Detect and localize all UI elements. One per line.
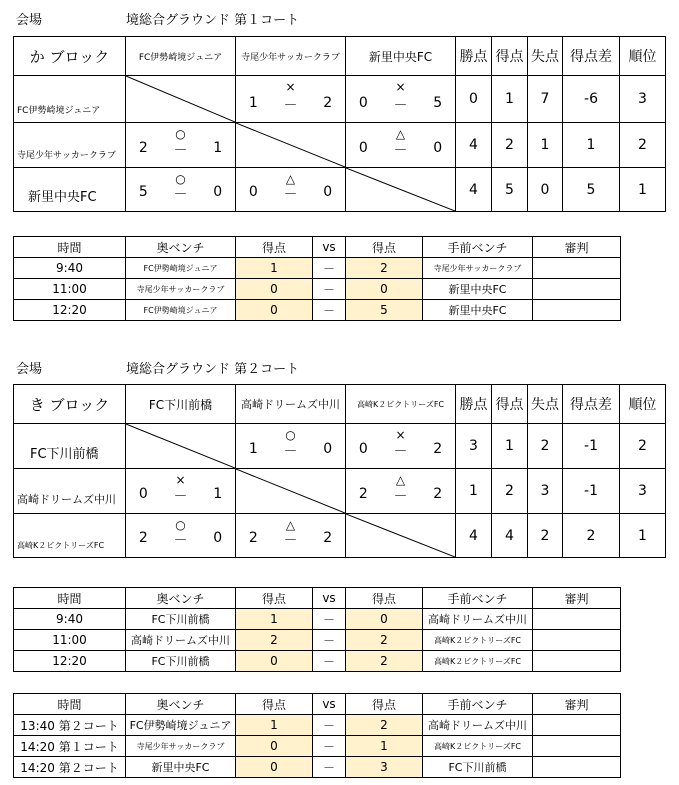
- score-sep: －: [173, 533, 188, 549]
- stat-header: 失点: [528, 37, 563, 76]
- vs-sep: －: [313, 715, 346, 736]
- header-referee: 審判: [533, 694, 621, 715]
- vs-sep: －: [313, 258, 346, 279]
- match-result-cell: [346, 123, 456, 168]
- score-against: 2: [323, 530, 333, 546]
- venue-name: 境総合グラウンド 第２コート: [126, 362, 300, 377]
- score-for: 0: [248, 184, 258, 200]
- result-mark: ○: [175, 127, 186, 141]
- stat-header: 順位: [620, 37, 666, 76]
- match-time: 9:40: [14, 609, 126, 630]
- self-match-cell: [346, 514, 456, 558]
- self-match-cell: [346, 168, 456, 212]
- team-header: FC下川前橋: [126, 385, 236, 424]
- match-time: 11:00: [14, 630, 126, 651]
- stat-goal-diff: -6: [563, 76, 620, 123]
- match-result-cell: [236, 514, 346, 558]
- front-score: 2: [346, 258, 423, 279]
- score-sep: －: [393, 444, 408, 460]
- stat-goal-diff: 1: [563, 123, 620, 168]
- front-team: 高崎K２ビクトリーズFC: [423, 630, 533, 651]
- stat-header: 勝点: [456, 385, 492, 424]
- referee: [533, 630, 621, 651]
- row-team-name: 寺尾少年サッカークラブ: [14, 123, 126, 168]
- schedule-row: [14, 630, 621, 651]
- vs-sep: －: [313, 651, 346, 672]
- stat-goals-against: 0: [528, 168, 563, 212]
- stat-goal-diff: 5: [563, 168, 620, 212]
- front-team: 高崎ドリームズ中川: [423, 715, 533, 736]
- match-result-cell: [236, 76, 346, 123]
- vs-sep: －: [313, 279, 346, 300]
- referee: [533, 651, 621, 672]
- result-mark: △: [395, 473, 406, 487]
- stat-goals-for: 1: [492, 424, 528, 469]
- front-team: 高崎K２ビクトリーズFC: [423, 651, 533, 672]
- front-team: 高崎ドリームズ中川: [423, 609, 533, 630]
- row-team-name: FC下川前橋: [14, 424, 126, 469]
- stat-header: 得点差: [563, 37, 620, 76]
- match-result-cell: [346, 424, 456, 469]
- score-against: 2: [323, 95, 333, 111]
- score-for: 2: [248, 530, 258, 546]
- referee: [533, 279, 621, 300]
- header-front-bench: 手前ベンチ: [423, 588, 533, 609]
- back-score: 0: [236, 736, 313, 757]
- stat-goals-against: 7: [528, 76, 563, 123]
- score-against: 0: [213, 530, 223, 546]
- header-referee: 審判: [533, 237, 621, 258]
- score-against: 0: [433, 140, 443, 156]
- team-header: 新里中央FC: [346, 37, 456, 76]
- schedule-row: [14, 651, 621, 672]
- result-mark: △: [395, 127, 406, 141]
- block-row: [14, 76, 666, 123]
- match-result-cell: [346, 469, 456, 514]
- stat-goals-against: 1: [528, 123, 563, 168]
- header-score: 得点: [346, 588, 423, 609]
- front-team: 新里中央FC: [423, 279, 533, 300]
- match-time: 12:20: [14, 300, 126, 321]
- back-team: FC下川前橋: [126, 609, 236, 630]
- score-for: 0: [358, 95, 368, 111]
- block-row: [14, 168, 666, 212]
- back-score: 2: [236, 630, 313, 651]
- score-for: 2: [138, 530, 148, 546]
- stat-header: 勝点: [456, 37, 492, 76]
- referee: [533, 300, 621, 321]
- schedule-row: [14, 715, 621, 736]
- score-sep: －: [393, 98, 408, 114]
- score-against: 2: [433, 486, 443, 502]
- result-mark: ○: [175, 172, 186, 186]
- stat-points: 4: [456, 514, 492, 558]
- stat-header: 得点: [492, 385, 528, 424]
- stat-goals-for: 5: [492, 168, 528, 212]
- score-against: 1: [213, 486, 223, 502]
- schedule-table-court2: [13, 587, 621, 672]
- score-for: 0: [358, 140, 368, 156]
- back-team: 新里中央FC: [126, 757, 236, 778]
- schedule-row: [14, 609, 621, 630]
- stat-header: 得点: [492, 37, 528, 76]
- match-time: 12:20: [14, 651, 126, 672]
- block-row: [14, 469, 666, 514]
- back-team: 寺尾少年サッカークラブ: [126, 279, 236, 300]
- back-team: 寺尾少年サッカークラブ: [126, 736, 236, 757]
- score-for: 1: [248, 95, 258, 111]
- vs-sep: －: [313, 609, 346, 630]
- venue-name: 境総合グラウンド 第１コート: [126, 13, 300, 28]
- score-sep: －: [173, 187, 188, 203]
- row-team-name: FC伊勢崎境ジュニア: [14, 76, 126, 123]
- match-result-cell: [236, 424, 346, 469]
- result-mark: ○: [285, 428, 296, 442]
- venue-label: 会場: [16, 362, 43, 377]
- self-match-cell: [236, 469, 346, 514]
- front-score: 5: [346, 300, 423, 321]
- score-against: 0: [323, 184, 333, 200]
- front-score: 0: [346, 279, 423, 300]
- match-result-cell: [126, 469, 236, 514]
- header-vs: vs: [313, 237, 346, 258]
- self-match-cell: [126, 76, 236, 123]
- self-match-cell: [126, 424, 236, 469]
- stat-goals-for: 1: [492, 76, 528, 123]
- stat-rank: 3: [620, 76, 666, 123]
- team-header: 高崎K２ビクトリーズFC: [346, 385, 456, 424]
- back-team: FC伊勢崎境ジュニア: [126, 258, 236, 279]
- block-name: か ブロック: [14, 37, 126, 76]
- result-mark: △: [285, 518, 296, 532]
- match-time: 14:20 第２コート: [14, 757, 126, 778]
- score-against: 0: [213, 184, 223, 200]
- score-against: 0: [323, 441, 333, 457]
- header-front-bench: 手前ベンチ: [423, 237, 533, 258]
- vs-sep: －: [313, 736, 346, 757]
- header-front-bench: 手前ベンチ: [423, 694, 533, 715]
- row-team-name: 新里中央FC: [14, 168, 126, 212]
- front-score: 2: [346, 630, 423, 651]
- result-mark: △: [285, 172, 296, 186]
- match-result-cell: [236, 168, 346, 212]
- stat-points: 3: [456, 424, 492, 469]
- block-row: [14, 514, 666, 558]
- header-time: 時間: [14, 588, 126, 609]
- result-mark: ×: [395, 80, 406, 94]
- stat-header: 得点差: [563, 385, 620, 424]
- score-sep: －: [173, 143, 188, 159]
- stat-points: 0: [456, 76, 492, 123]
- back-team: FC伊勢崎境ジュニア: [126, 300, 236, 321]
- stat-goals-for: 2: [492, 123, 528, 168]
- referee: [533, 258, 621, 279]
- stat-goals-for: 2: [492, 469, 528, 514]
- row-team-name: 高崎K２ビクトリーズFC: [14, 514, 126, 558]
- front-score: 0: [346, 609, 423, 630]
- back-score: 0: [236, 757, 313, 778]
- back-score: 1: [236, 258, 313, 279]
- schedule-table-extra: [13, 693, 621, 778]
- header-score: 得点: [346, 237, 423, 258]
- stat-header: 失点: [528, 385, 563, 424]
- header-time: 時間: [14, 694, 126, 715]
- stat-points: 4: [456, 123, 492, 168]
- score-for: 2: [358, 486, 368, 502]
- back-score: 0: [236, 651, 313, 672]
- team-header: FC伊勢崎境ジュニア: [126, 37, 236, 76]
- stat-rank: 2: [620, 123, 666, 168]
- header-vs: vs: [313, 588, 346, 609]
- block-table-ki: [13, 384, 666, 558]
- front-score: 3: [346, 757, 423, 778]
- stat-goal-diff: 2: [563, 514, 620, 558]
- schedule-row: [14, 736, 621, 757]
- score-sep: －: [283, 98, 298, 114]
- stat-goals-against: 3: [528, 469, 563, 514]
- front-score: 1: [346, 736, 423, 757]
- stat-goal-diff: -1: [563, 469, 620, 514]
- match-time: 13:40 第２コート: [14, 715, 126, 736]
- team-header: 高崎ドリームズ中川: [236, 385, 346, 424]
- header-back-bench: 奥ベンチ: [126, 588, 236, 609]
- back-team: FC下川前橋: [126, 651, 236, 672]
- score-against: 5: [433, 95, 443, 111]
- stat-rank: 3: [620, 469, 666, 514]
- referee: [533, 757, 621, 778]
- back-score: 0: [236, 279, 313, 300]
- result-mark: ×: [285, 80, 296, 94]
- match-time: 9:40: [14, 258, 126, 279]
- score-for: 2: [138, 140, 148, 156]
- stat-goals-for: 4: [492, 514, 528, 558]
- stat-points: 4: [456, 168, 492, 212]
- stat-goals-against: 2: [528, 514, 563, 558]
- header-back-bench: 奥ベンチ: [126, 237, 236, 258]
- header-score: 得点: [236, 237, 313, 258]
- schedule-row: [14, 258, 621, 279]
- match-result-cell: [346, 76, 456, 123]
- score-for: 0: [358, 441, 368, 457]
- referee: [533, 609, 621, 630]
- schedule-row: [14, 757, 621, 778]
- referee: [533, 715, 621, 736]
- row-team-name: 高崎ドリームズ中川: [14, 469, 126, 514]
- team-header: 寺尾少年サッカークラブ: [236, 37, 346, 76]
- stat-goal-diff: -1: [563, 424, 620, 469]
- stat-goals-against: 2: [528, 424, 563, 469]
- vs-sep: －: [313, 630, 346, 651]
- score-sep: －: [173, 489, 188, 505]
- match-time: 11:00: [14, 279, 126, 300]
- back-score: 1: [236, 715, 313, 736]
- header-score: 得点: [236, 694, 313, 715]
- header-time: 時間: [14, 237, 126, 258]
- back-score: 1: [236, 609, 313, 630]
- referee: [533, 736, 621, 757]
- header-score: 得点: [236, 588, 313, 609]
- front-team: 高崎K２ビクトリーズFC: [423, 736, 533, 757]
- venue-label: 会場: [16, 13, 43, 28]
- front-team: 寺尾少年サッカークラブ: [423, 258, 533, 279]
- front-team: 新里中央FC: [423, 300, 533, 321]
- result-mark: ×: [175, 473, 186, 487]
- stat-rank: 1: [620, 168, 666, 212]
- score-for: 0: [138, 486, 148, 502]
- score-sep: －: [283, 187, 298, 203]
- block-row: [14, 424, 666, 469]
- match-result-cell: [126, 123, 236, 168]
- match-time: 14:20 第１コート: [14, 736, 126, 757]
- front-score: 2: [346, 715, 423, 736]
- back-team: 高崎ドリームズ中川: [126, 630, 236, 651]
- back-score: 0: [236, 300, 313, 321]
- score-against: 2: [433, 441, 443, 457]
- result-mark: ×: [395, 428, 406, 442]
- stat-rank: 1: [620, 514, 666, 558]
- schedule-table-court1: [13, 236, 621, 321]
- header-vs: vs: [313, 694, 346, 715]
- stat-rank: 2: [620, 424, 666, 469]
- score-sep: －: [393, 489, 408, 505]
- score-for: 1: [248, 441, 258, 457]
- match-result-cell: [126, 168, 236, 212]
- vs-sep: －: [313, 300, 346, 321]
- stat-header: 順位: [620, 385, 666, 424]
- header-score: 得点: [346, 694, 423, 715]
- schedule-row: [14, 279, 621, 300]
- result-mark: ○: [175, 518, 186, 532]
- stat-points: 1: [456, 469, 492, 514]
- score-sep: －: [283, 444, 298, 460]
- score-sep: －: [393, 143, 408, 159]
- header-referee: 審判: [533, 588, 621, 609]
- front-score: 2: [346, 651, 423, 672]
- block-table-ka: [13, 36, 666, 212]
- self-match-cell: [236, 123, 346, 168]
- score-sep: －: [283, 533, 298, 549]
- front-team: FC下川前橋: [423, 757, 533, 778]
- match-result-cell: [126, 514, 236, 558]
- vs-sep: －: [313, 757, 346, 778]
- score-against: 1: [213, 140, 223, 156]
- schedule-row: [14, 300, 621, 321]
- back-team: FC伊勢崎境ジュニア: [126, 715, 236, 736]
- score-for: 5: [138, 184, 148, 200]
- header-back-bench: 奥ベンチ: [126, 694, 236, 715]
- block-row: [14, 123, 666, 168]
- block-name: き ブロック: [14, 385, 126, 424]
